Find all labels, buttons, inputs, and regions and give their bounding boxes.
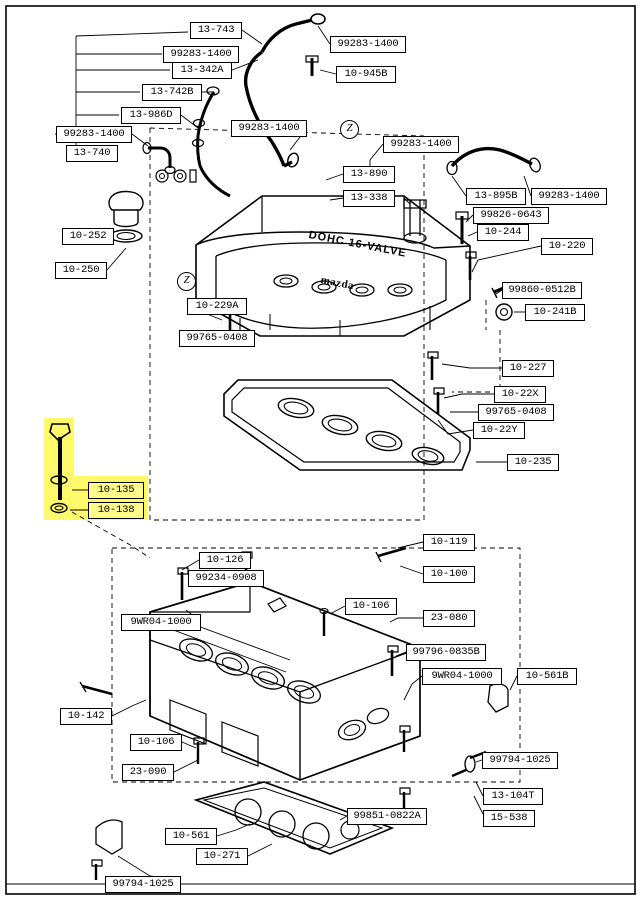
label-10-142[interactable]: 10-142 xyxy=(60,708,112,725)
label-10-138[interactable]: 10-138 xyxy=(88,502,144,519)
label-13-342a[interactable]: 13-342A xyxy=(172,62,232,79)
label-10-252[interactable]: 10-252 xyxy=(62,228,114,245)
label-99794-1025-a[interactable]: 99794-1025 xyxy=(482,752,558,769)
label-99794-1025-b[interactable]: 99794-1025 xyxy=(105,876,181,893)
label-10-244[interactable]: 10-244 xyxy=(477,224,529,241)
label-10-945b[interactable]: 10-945B xyxy=(336,66,396,83)
label-13-986d[interactable]: 13-986D xyxy=(121,107,181,124)
marker-z-lower: Z xyxy=(177,272,196,291)
label-10-126[interactable]: 10-126 xyxy=(199,552,251,569)
label-13-895b[interactable]: 13-895B xyxy=(466,188,526,205)
label-10-561[interactable]: 10-561 xyxy=(165,828,217,845)
label-10-241b[interactable]: 10-241B xyxy=(525,304,585,321)
label-10-220[interactable]: 10-220 xyxy=(541,238,593,255)
label-13-890[interactable]: 13-890 xyxy=(343,166,395,183)
label-10-561b[interactable]: 10-561B xyxy=(517,668,577,685)
label-23-090[interactable]: 23-090 xyxy=(122,764,174,781)
label-99283-1400-c[interactable]: 99283-1400 xyxy=(231,120,307,137)
mazda-text: mazda xyxy=(319,274,356,293)
label-10-22x[interactable]: 10-22X xyxy=(494,386,546,403)
label-13-338[interactable]: 13-338 xyxy=(343,190,395,207)
label-9wr04-1000-a[interactable]: 9WR04-1000 xyxy=(121,614,201,631)
label-15-538[interactable]: 15-538 xyxy=(483,810,535,827)
label-99283-1400-f[interactable]: 99283-1400 xyxy=(531,188,607,205)
label-99796-0835b[interactable]: 99796-0835B xyxy=(406,644,486,661)
dohc-16-valve-text: DOHC 16-VALVE xyxy=(307,229,408,260)
label-99283-1400-e[interactable]: 99283-1400 xyxy=(383,136,459,153)
label-10-235[interactable]: 10-235 xyxy=(507,454,559,471)
label-99234-0908[interactable]: 99234-0908 xyxy=(188,570,264,587)
label-10-250[interactable]: 10-250 xyxy=(55,262,107,279)
label-10-106-a[interactable]: 10-106 xyxy=(345,598,397,615)
label-99283-1400-b[interactable]: 99283-1400 xyxy=(163,46,239,63)
label-10-22y[interactable]: 10-22Y xyxy=(473,422,525,439)
label-99826-0643[interactable]: 99826-0643 xyxy=(473,207,549,224)
label-99765-0408-a[interactable]: 99765-0408 xyxy=(179,330,255,347)
label-99860-0512b[interactable]: 99860-0512B xyxy=(502,282,582,299)
label-13-740[interactable]: 13-740 xyxy=(66,145,118,162)
label-10-227[interactable]: 10-227 xyxy=(502,360,554,377)
label-99851-0822a[interactable]: 99851-0822A xyxy=(347,808,427,825)
label-99283-1400-d[interactable]: 99283-1400 xyxy=(56,126,132,143)
label-23-080[interactable]: 23-080 xyxy=(423,610,475,627)
label-13-743[interactable]: 13-743 xyxy=(190,22,242,39)
label-10-229a[interactable]: 10-229A xyxy=(187,298,247,315)
label-99283-1400-a[interactable]: 99283-1400 xyxy=(330,36,406,53)
marker-z-upper: Z xyxy=(340,120,359,139)
label-99765-0408-b[interactable]: 99765-0408 xyxy=(478,404,554,421)
label-13-742b[interactable]: 13-742B xyxy=(142,84,202,101)
label-10-271[interactable]: 10-271 xyxy=(196,848,248,865)
label-13-104t[interactable]: 13-104T xyxy=(483,788,543,805)
label-10-119[interactable]: 10-119 xyxy=(423,534,475,551)
label-10-135[interactable]: 10-135 xyxy=(88,482,144,499)
label-10-100[interactable]: 10-100 xyxy=(423,566,475,583)
label-9wr04-1000-b[interactable]: 9WR04-1000 xyxy=(422,668,502,685)
label-10-106-b[interactable]: 10-106 xyxy=(130,734,182,751)
